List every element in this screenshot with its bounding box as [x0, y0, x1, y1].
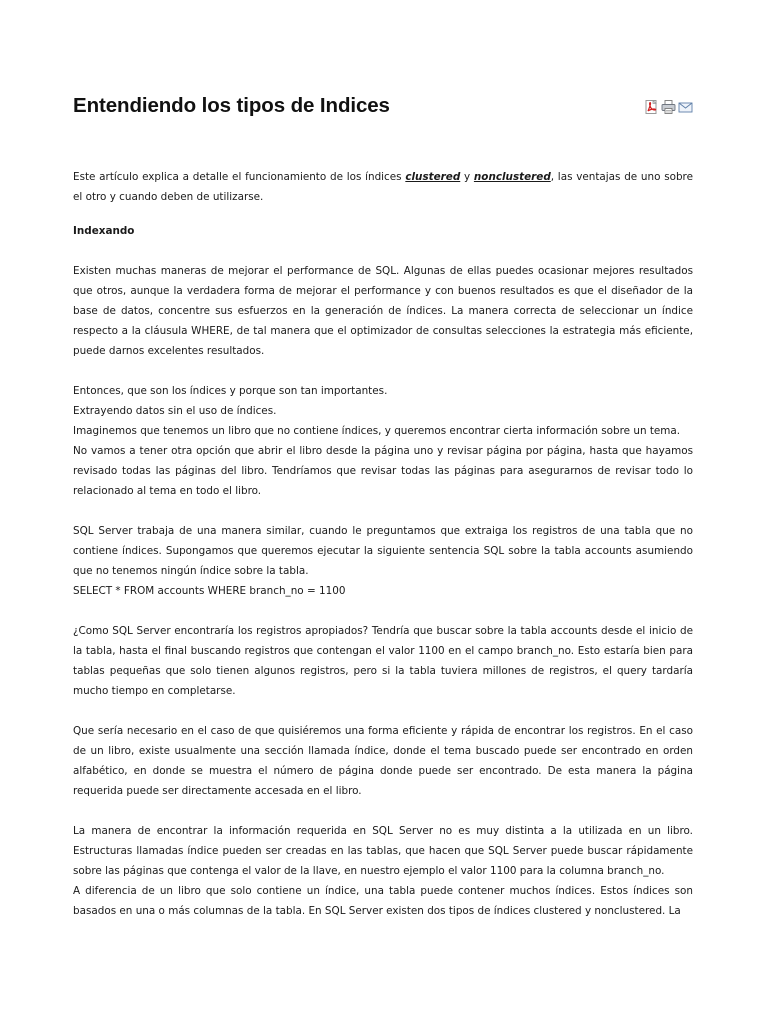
paragraph: La manera de encontrar la información requerida en SQL Server no es muy distinta a la utilizada en un libro. Estructuras llamadas índice pueden ser creadas en las tablas, que hacen que SQL Server puede buscar rápidamente sobre las páginas que contenga el valor de la llave, en nuestro ejemplo el valor 1100 para la columna branch_no. [73, 825, 693, 877]
article-body [73, 167, 693, 921]
paragraph: Existen muchas maneras de mejorar el performance de SQL. Algunas de ellas puedes ocasionar mejores resultados que otros, aunque la verdadera forma de mejorar el performance y con buenos resultados es que el diseñador de la base de datos, concentre sus esfuerzos en la generación de índices. La manera correcta de seleccionar un índice respecto a la cláusula WHERE, de tal manera que el optimizador de consultas selecciones la estrategia más eficiente, puede darnos excelentes resultados. [73, 265, 693, 357]
page-title: Entendiendo los tipos de Indices [73, 94, 390, 117]
paragraph: ¿Como SQL Server encontraría los registros apropiados? Tendría que buscar sobre la tabla accounts desde el inicio de la tabla, hasta el final buscando registros que contengan el valor 1100 en el campo branch_no. Esto estaría bien para tablas pequeñas que solo tienen algunos registros, pero si la tabla tuviera millones de registros, el query tardaría mucho tiempo en completarse. [73, 625, 693, 697]
section-heading: Indexando [73, 225, 135, 237]
sql-statement: SELECT * FROM accounts WHERE branch_no = 1100 [73, 585, 346, 597]
article-actions [644, 100, 693, 114]
email-icon[interactable] [678, 100, 693, 114]
paragraph: SQL Server trabaja de una manera similar, cuando le preguntamos que extraiga los registros de una tabla que no contiene índices. Supongamos que queremos ejecutar la siguiente sentencia SQL sobre la tabla accounts asumiendo que no tenemos ningún índice sobre la tabla. [73, 525, 693, 577]
paragraph: Entonces, que son los índices y porque son tan importantes. [73, 385, 388, 397]
intro-paragraph [73, 167, 693, 207]
print-icon[interactable] [661, 100, 676, 114]
paragraph: No vamos a tener otra opción que abrir el libro desde la página uno y revisar página por página, hasta que hayamos revisado todas las páginas del libro. Tendríamos que revisar todas las páginas para asegurarnos de revisar todo lo relacionado al tema en todo el libro. [73, 445, 693, 497]
pdf-icon[interactable] [644, 100, 659, 114]
intro-text: y [460, 171, 474, 183]
paragraph: Extrayendo datos sin el uso de índices. [73, 405, 277, 417]
nonclustered-link[interactable]: nonclustered [473, 171, 551, 183]
intro-text: Este artículo explica a detalle el funcionamiento de los índices [73, 171, 406, 183]
clustered-link[interactable]: clustered [405, 171, 461, 183]
paragraph: A diferencia de un libro que solo contiene un índice, una tabla puede contener muchos índices. Estos índices son basados en una o más columnas de la tabla. En SQL Server existen dos tipos de índices clustered y nonclustered. La [73, 885, 693, 917]
paragraph: Imaginemos que tenemos un libro que no contiene índices, y queremos encontrar cierta información sobre un tema. [73, 425, 681, 437]
intro-text: , las ventajas de uno sobre el otro y cuando deben de utilizarse. [73, 171, 693, 203]
paragraph: Que sería necesario en el caso de que quisiéremos una forma eficiente y rápida de encontrar los registros. En el caso de un libro, existe usualmente una sección llamada índice, donde el tema buscado puede ser encontrado en orden alfabético, en donde se muestra el número de página donde puede ser encontrado. De esta manera la página requerida puede ser directamente accesada en el libro. [73, 725, 693, 797]
